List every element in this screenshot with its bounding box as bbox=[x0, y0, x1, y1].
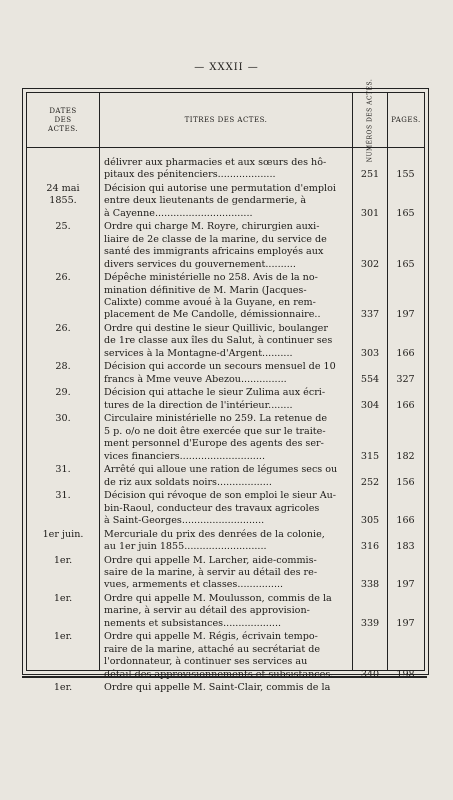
act-title bbox=[104, 183, 352, 220]
act-title-line: à Saint-Georges........................... bbox=[104, 514, 265, 526]
act-date: 26. bbox=[55, 272, 71, 284]
act-date: 1er. bbox=[53, 592, 73, 604]
act-title-line: ment personnel d'Europe des agents des ser- bbox=[104, 438, 324, 450]
act-title-line: Dépêche ministérielle no 258. Avis de la no- bbox=[104, 272, 318, 284]
act-page: 198 bbox=[396, 668, 415, 680]
table bbox=[26, 78, 425, 694]
act-title-line: marine, à servir au détail des approvision- bbox=[104, 605, 310, 617]
table-row bbox=[27, 221, 424, 272]
table-row bbox=[27, 593, 424, 631]
act-title-line: 5 p. o/o ne doit être exercée que sur le traite- bbox=[104, 425, 326, 437]
act-page: 166 bbox=[396, 514, 415, 526]
act-title-line: Mercuriale du prix des denrées de la colonie, bbox=[104, 528, 325, 540]
act-page: 197 bbox=[396, 309, 415, 321]
act-title-line: francs à Mme veuve Abezou............... bbox=[104, 373, 287, 385]
act-number: 338 bbox=[360, 579, 380, 591]
act-title-line: vices financiers............................ bbox=[104, 450, 266, 462]
act-date: 31. bbox=[55, 464, 71, 476]
act-title-line: saire de la marine, à servir au détail des re- bbox=[104, 566, 318, 578]
act-title-line: tures de la direction de l'intérieur........ bbox=[104, 399, 293, 411]
act-title bbox=[104, 490, 352, 527]
act-date: 24 mai 1855. bbox=[46, 183, 80, 207]
act-number: 304 bbox=[360, 399, 380, 411]
act-title bbox=[104, 272, 352, 322]
bottom-rule bbox=[22, 676, 427, 678]
act-title-line: services à la Montagne-d'Argent.......... bbox=[104, 347, 293, 359]
table-row bbox=[27, 361, 424, 387]
act-title-line: mination définitive de M. Marin (Jacques- bbox=[104, 284, 307, 296]
act-page: 166 bbox=[396, 399, 415, 411]
table-body bbox=[27, 157, 424, 696]
act-title bbox=[104, 413, 352, 463]
act-title-line: liaire de 2e classe de la marine, du service de bbox=[104, 233, 327, 245]
act-date: 30. bbox=[55, 413, 71, 425]
act-page: 327 bbox=[396, 373, 415, 385]
header-dates: DATES DES ACTES. bbox=[48, 106, 78, 133]
act-title-line: Décision qui attache le sieur Zulima aux écri- bbox=[104, 387, 326, 399]
act-title bbox=[104, 361, 352, 386]
table-frame bbox=[22, 78, 429, 694]
act-title bbox=[104, 631, 352, 681]
act-date: 26. bbox=[55, 322, 71, 334]
act-date: 29. bbox=[55, 387, 71, 399]
act-title-line: délivrer aux pharmacies et aux sœurs des hô- bbox=[104, 157, 327, 168]
act-number: 337 bbox=[360, 309, 380, 321]
act-title-line: au 1er juin 1855........................... bbox=[104, 540, 267, 552]
act-title bbox=[104, 555, 352, 592]
table-row bbox=[27, 464, 424, 490]
act-page: 183 bbox=[396, 540, 415, 552]
act-number: 303 bbox=[360, 347, 380, 359]
act-page: 155 bbox=[396, 169, 415, 181]
act-number: 305 bbox=[360, 514, 380, 526]
act-title-line: vues, armements et classes............... bbox=[104, 579, 284, 591]
act-title bbox=[104, 464, 352, 489]
act-title-line: Ordre qui destine le sieur Quillivic, boulanger bbox=[104, 322, 328, 334]
act-page: 165 bbox=[396, 207, 415, 219]
act-title-line: santé des immigrants africains employés aux bbox=[104, 246, 324, 258]
header-numbers: NUMÉROS DES ACTES. bbox=[366, 78, 374, 162]
act-title bbox=[104, 221, 352, 271]
act-date: 1er. bbox=[53, 682, 73, 694]
act-date: 1er. bbox=[53, 631, 73, 643]
act-date: 31. bbox=[55, 490, 71, 502]
act-title-line: Décision qui révoque de son emploi le sieur Au- bbox=[104, 490, 337, 502]
act-number: 301 bbox=[360, 207, 380, 219]
act-page: 197 bbox=[396, 617, 415, 629]
act-number: 315 bbox=[360, 450, 380, 462]
act-title-line: Ordre qui appelle M. Régis, écrivain tempo- bbox=[104, 631, 318, 643]
act-page: 166 bbox=[396, 347, 415, 359]
act-title-line: Décision qui accorde un secours mensuel de 10 bbox=[104, 361, 336, 373]
act-page: 165 bbox=[396, 258, 415, 270]
act-title-line: raire de la marine, attaché au secrétariat de bbox=[104, 643, 321, 655]
act-title-line: de riz aux soldats noirs.................. bbox=[104, 476, 272, 488]
page-number: — XXXII — bbox=[194, 62, 259, 73]
table-row bbox=[27, 183, 424, 221]
act-number: 302 bbox=[360, 258, 380, 270]
act-number: 316 bbox=[360, 540, 380, 552]
act-title-line: l'ordonnateur, à continuer ses services au bbox=[104, 656, 308, 668]
act-title-line: Ordre qui appelle M. Larcher, aide-commis- bbox=[104, 554, 317, 566]
act-date: 1er. bbox=[53, 554, 73, 566]
act-title-line: Décision qui autorise une permutation d'emploi bbox=[104, 183, 336, 194]
table-row bbox=[27, 272, 424, 323]
table-row bbox=[27, 157, 424, 183]
act-title-line: Ordre qui charge M. Royre, chirurgien auxi- bbox=[104, 221, 320, 233]
act-title-line: Calixte) comme avoué à la Guyane, en rem- bbox=[104, 296, 316, 308]
act-title-line: à Cayenne................................ bbox=[104, 207, 253, 219]
act-number: 340 bbox=[360, 668, 380, 680]
table-row bbox=[27, 387, 424, 413]
table-row bbox=[27, 529, 424, 555]
act-page: 182 bbox=[396, 450, 415, 462]
act-title-line: pitaux des pénitenciers................... bbox=[104, 169, 276, 181]
act-title bbox=[104, 593, 352, 630]
act-number: 339 bbox=[360, 617, 380, 629]
table-header bbox=[27, 78, 424, 162]
table-row bbox=[27, 631, 424, 682]
act-number: 252 bbox=[360, 476, 380, 488]
act-title-line: de 1re classe aux îles du Salut, à continuer ses bbox=[104, 335, 333, 347]
act-title-line: Ordre qui appelle M. Saint-Clair, commis de la bbox=[104, 682, 331, 694]
act-title bbox=[104, 529, 352, 554]
act-title-line: nements et subsistances................... bbox=[104, 617, 282, 629]
act-title-line: Arrêté qui alloue une ration de légumes secs ou bbox=[104, 464, 338, 476]
act-page: 197 bbox=[396, 579, 415, 591]
act-title bbox=[104, 323, 352, 360]
act-title bbox=[104, 387, 352, 412]
act-title-line: détail des approvisionnements et subsistances. bbox=[104, 668, 334, 680]
act-title-line: Ordre qui appelle M. Moulusson, commis de la bbox=[104, 592, 332, 604]
act-title-line: divers services du gouvernement.......... bbox=[104, 258, 296, 270]
act-title bbox=[104, 157, 352, 182]
act-page: 156 bbox=[396, 476, 415, 488]
act-title-line: Circulaire ministérielle no 259. La retenue de bbox=[104, 413, 328, 425]
act-date: 25. bbox=[55, 221, 71, 233]
act-title-line: placement de Me Candolle, démissionnaire.. bbox=[104, 309, 321, 321]
table-row bbox=[27, 323, 424, 361]
act-date: 28. bbox=[55, 361, 71, 373]
act-number: 554 bbox=[360, 373, 380, 385]
table-row bbox=[27, 490, 424, 528]
table-row bbox=[27, 413, 424, 464]
act-title-line: bin-Raoul, conducteur des travaux agricoles bbox=[104, 502, 320, 514]
act-title bbox=[104, 682, 352, 694]
table-row bbox=[27, 555, 424, 593]
table-row bbox=[27, 682, 424, 696]
act-number: 251 bbox=[360, 169, 380, 181]
act-date: 1er juin. bbox=[42, 528, 84, 540]
header-pages: PAGES. bbox=[391, 115, 421, 124]
header-titles: TITRES DES ACTES. bbox=[184, 115, 268, 124]
act-title-line: entre deux lieutenants de gendarmerie, à bbox=[104, 195, 307, 207]
